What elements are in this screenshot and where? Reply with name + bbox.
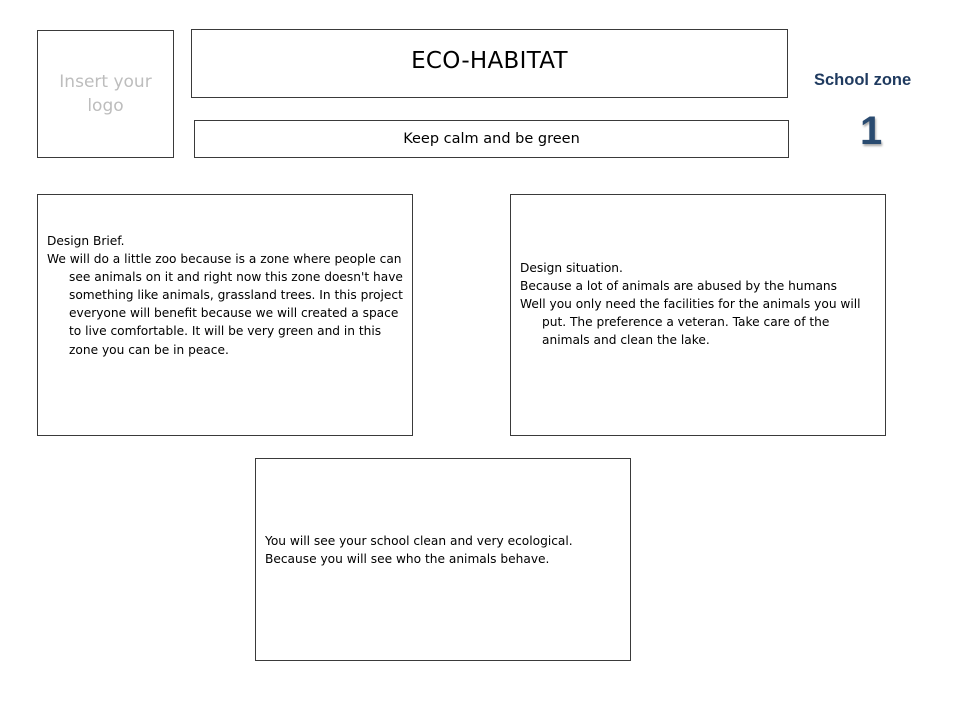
slogan-box [194,120,789,158]
zone-number: 1 [860,109,883,153]
design-brief-heading: Design Brief. [47,234,125,248]
logo-placeholder-text: Insert your logo [59,72,152,116]
page-title: ECO-HABITAT [411,47,568,74]
school-zone-label: School zone [814,71,912,89]
design-brief-body: We will do a little zoo because is a zone where people can see animals on it and right now this zone doesn't have something like animals, grassland trees. In this project everyone will benefit because we will created a space to live comfortable. It will be very green and in this zone you can be in peace. [47,252,403,357]
conclusion-panel [255,458,631,661]
slogan-text: Keep calm and be green [403,131,580,147]
title-box [191,29,788,98]
design-situation-line-1: Because a lot of animals are abused by the humans [520,279,837,294]
logo-placeholder-box [37,30,174,158]
conclusion-line-2: Because you will see who the animals behave. [265,552,550,567]
design-situation-line-2: Well you only need the facilities for the animals you will put. The preference a veteran. Take care of the animals and clean the lake. [520,297,861,348]
conclusion-line-1: You will see your school clean and very ecological. [265,534,573,548]
design-situation-heading: Design situation. [520,261,623,275]
design-situation-panel [510,194,886,436]
design-brief-panel [37,194,413,436]
